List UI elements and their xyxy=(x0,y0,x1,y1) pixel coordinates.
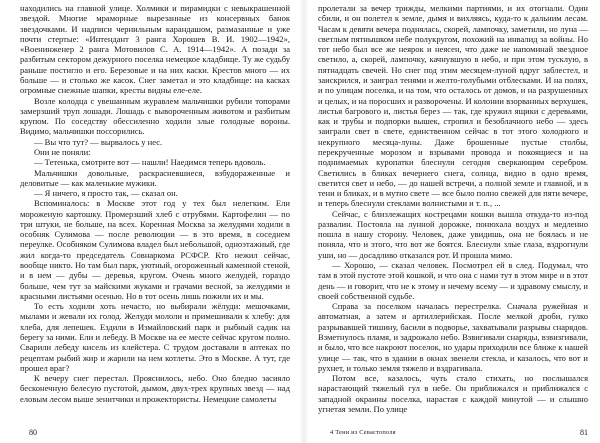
paragraph: Они не поняли: xyxy=(34,146,91,157)
right-page xyxy=(318,3,588,423)
paragraph: Сейчас, с близлежащих кострецами кошки вышла откуда-то из-под развалин. Постояла на лунной дорожке, понюхала воздух и медленно пошла в нашу сторону. Человек, даже увидишь, она не боялась и не поняла, что и этого, что вот же боятся. Блеснули злые глаза, вздрогнули уши, но — досадливо отказался рот. И прошла мимо. xyxy=(318,208,588,260)
paragraph: К вечеру снег перестал. Прояснилось, небо. Оно бледно засияло бесконечную белесую пустотой, дымом, двух-трех крупных звезд — над еловым лесом выше зенитчики и прожектористы. Немецкие самолеты xyxy=(20,373,290,404)
paragraph: Возле колодца с увешанным журавлем мальчишки рубили топорами замерзший труп лошади. Лошадь с вывороченным животом и разбитым крупом. По соседству обессиленно ходили злые голодные вороны. Видимо, мальчишки поссорились. xyxy=(20,95,290,137)
paragraph: Справа за поселком началась перестрелка. Сначала ружейная и автоматная, а затем и артиллерийская. После мелкой дроби, гулко разрывавшей тишину, басили в подворье, захватывали разрывы снарядов. Взметнулось пламя, и задрожало небо. Взвигивали снаряды, взвизгивали, и было, что все накроют поселок, но удары приходили все ближе к нашей улице — так, что в здании в окнах звенели стекла, и казалось, что вот и рухнет, и только земля тяжело и вздрагивала. xyxy=(318,301,588,373)
dialogue-line: — Я ничего, я просто так, — сказал он. xyxy=(34,188,178,199)
paragraph: Мальчишки довольные, раскрасневшиеся, взбудораженные и деловитые — как маленькие мужики. xyxy=(20,167,290,188)
paragraph: Вспоминалось: в Москве этот год у тех был нелегким. Ели мороженую картошку. Промерзший хлеб с отрубями. Картофелин — по три штуки, не больше, на всех. Коренная Москва за желудями ходили в особняк Сулимова — после революции — в это время, в соседнем переулке. Особняком Сулимова владел был небольшой, одноэтажный, где жил когда-то председатель Совнаркома РСФСР. Кто нежил сейчас, вообще никто. Но там был парк, уютный, огороженный каменной стеной, и в нем — дубы — деревья, кругом. Очень много желудей, гораздо больше, чем тут за майскими жуками и грачами весной, за желудями и красными листьями осенью. Но в тот осень лишь пожили их и мы. xyxy=(20,198,290,301)
dialogue-line: — Тетенька, смотрите вот — нашли! Наедимся теперь вдоволь. xyxy=(34,157,266,168)
dialogue-line: — Вы что тут? — вырвалось у нес. xyxy=(34,136,163,147)
left-page xyxy=(20,3,290,423)
page-number-left: 80 xyxy=(29,428,37,437)
paragraph: То есть ходили хоть нечасто, но выбирали жёлуди: мешочками, мылами и жевали их голод. Желуди мололи и примешивали к хлебу: для хлеба, для лепешек. Ездили в Измайловский парк и рыбный садик на берегу за ними. Ели и лебеду. В Москве на ее месте сейчас кругом полно. Сварили лебеду кисель из клейстера. С трудом доставали в аптеках по рецептам рыбий жир и жарили на нем котлеты. Это в Москве. А тут, где прошел враг? xyxy=(20,301,290,373)
printer-signature-mark: 4 Тени из Севастополя xyxy=(330,429,396,436)
paragraph: пролетали за вечер трижды, мелкими партиями, и их отогнали. Один сбили, и он полетел к земле, дымя и вихляясь, куда-то к дальним лесам. Часам к девяти вечера поднялась, скорей, лампочку, заметили, но луна — светлым пятнышком небе полукругом, похожий на инвалид за войны. Но тот небо был все же неярок и неясен, что даже не напоминай звездное светило, а, скорей, лампочку, качнувшую в небо, и при этом тусклую, в пятнадцать свечей. Но снег под этим месяцем-луной вдруг заблестел, и заискрился, и заиграл тенями и желто-голубыми отблесками. И на полях, и по улицам поселка, и на том, что осталось от домов, и на разрушенных и целых, и на поросших и разворочены. И колонии взорванных верхушек, листья багрового и, листья берез — так, где кружил ящики с деревьями, как и трубы и подпорки вышек, стропил и безоблачного небо — здесь заиграли свет в свете, единственном сейчас в тот этого холодного и некрупного месяца-луны. Даже брошенные пустые столбы, перекрученные морозом и взрывами провода и покоящиеся и на поднимаемых куропатки блеснули сегодня сверкающим серебром. Светились в бликах вечернего снега, солнца, видно в одно время, светится свет и небо, — до нашей встречи, а полной земле и главной, и в тени и бликах, и в мутно свете — все было полно свежей для пяти вечере, и теперь блеснули стеклами волнистыми и т. п., ... xyxy=(318,3,588,209)
paragraph: Потом все, казалось, чуть стало стихать, но послышался нарастающий тяжелый гул в небе. Он приближался и приближался с западной окраины поселка, нарастая с каждой минутой — и слышно угнетая земли. По улице xyxy=(318,373,588,414)
page-number-right: 81 xyxy=(580,428,588,437)
paragraph: находились на главной улице. Холмики и пирамидки с невыкрашенной звездой. Многие мраморные вырезанные из консервных банок звездочками. И надписи чернильным карандашом, размазанные и уже почти стертые: «Интендант 3 ранга Хорошев В. И. 1902—1942», «Военинженер 2 ранга Мотовилов С. А. 1914—1942». А позади за разбитым сектором дежурного поселка немецкое кладбище. Ту же судьбу раньше постигло и его. Березовые и на них каски. Крестов много — их больше — и столько же касок. Снег заметал и это кладбище: на касках огромные снежные шапки, кресты видны еле-еле. xyxy=(20,3,290,96)
book-gutter xyxy=(299,0,309,443)
dialogue-line: — Хорошо, — сказал человек. Посмотрел ей в след. Подумал, что там в этой пустоте этой кошкой, и что она с нами тут в этом мире и в этот день — и говорит, что не к этому и нечему всему — и здравому смыслу, и своей собственной судьбе. xyxy=(318,260,588,301)
